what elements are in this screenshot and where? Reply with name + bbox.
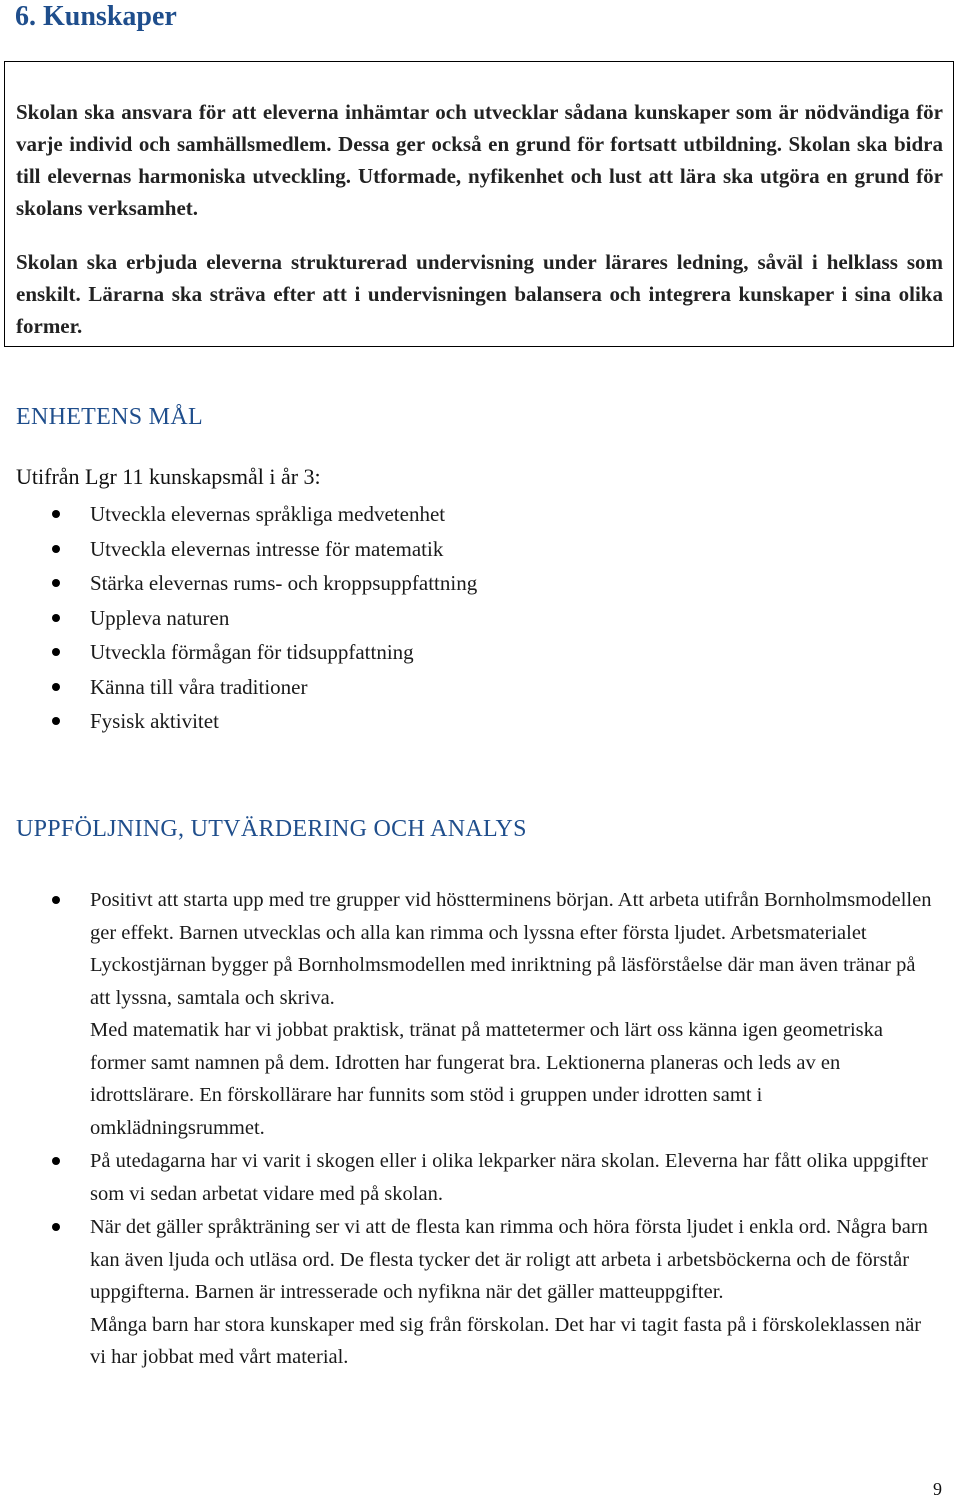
list-item	[0, 532, 960, 567]
bullet-icon	[52, 614, 60, 622]
bullet-icon	[52, 579, 60, 587]
intro-paragraph: Skolan ska ansvara för att eleverna inhämtar och utvecklar sådana kunskaper som är nödvändiga för varje individ och samhällsmedlem. Dessa ger också en grund för fortsatt utbildning. Skolan ska bidra till elevernas harmoniska utveckling. Utformade, nyfikenhet och lust att lära ska utgöra en grund för skolans verksamhet.	[16, 100, 943, 220]
list-item-text: När det gäller språkträning ser vi att de flesta kan rimma och höra första ljudet i enkla ord. Några barn kan även ljuda och utläsa ord. De flesta tycker det är roligt att arbeta i arbetsböckerna och de förstår uppgifterna. Barnen är intresserade och nyfikna när det gäller matteuppgifter.	[90, 1216, 928, 1303]
section-title: 6. Kunskaper	[15, 1, 177, 32]
list-item	[0, 704, 960, 739]
list-item	[0, 670, 960, 705]
list-item	[0, 601, 960, 636]
goals-heading: ENHETENS MÅL	[16, 404, 203, 430]
list-item	[0, 497, 960, 532]
bullet-icon	[52, 717, 60, 725]
list-item-text: Fysisk aktivitet	[90, 709, 219, 733]
bullet-icon	[52, 510, 60, 518]
bullet-icon	[52, 648, 60, 656]
list-item	[0, 635, 960, 670]
list-item-text: Positivt att starta upp med tre grupper vid höstterminens början. Att arbeta utifrån Bornholmsmodellen ger effekt. Barnen utvecklas och alla kan rimma och lyssna efter första ljudet. Arbetsmaterialet Lyckostjärnan bygger på Bornholmsmodellen med inriktning på läsförståelse där man även tränar på att lyssna, samtala och skriva.	[90, 889, 932, 1009]
list-item-text: Med matematik har vi jobbat praktisk, tränat på mattetermer och lärt oss känna igen geometriska former samt namnen på dem. Idrotten har fungerat bra. Lektionerna planeras och leds av en idrottslärare. En förskollärare har funnits som stöd i gruppen under idrotten samt i omklädningsrummet.	[90, 1019, 883, 1139]
list-item	[0, 1211, 960, 1374]
list-item	[0, 1145, 960, 1210]
list-item-text: Många barn har stora kunskaper med sig från förskolan. Det har vi tagit fasta på i förskoleklassen när vi har jobbat med vårt material.	[90, 1313, 922, 1368]
list-item	[0, 884, 960, 1144]
page-number: 9	[933, 1479, 942, 1499]
list-item-text: Uppleva naturen	[90, 605, 230, 630]
bullet-icon	[52, 1223, 60, 1231]
bullet-icon	[52, 1157, 60, 1165]
bullet-icon	[52, 545, 60, 553]
followup-list	[0, 884, 960, 1375]
list-item-text: Utveckla förmågan för tidsuppfattning	[90, 640, 414, 664]
list-item	[0, 566, 960, 601]
goals-lead: Utifrån Lgr 11 kunskapsmål i år 3:	[16, 464, 321, 489]
list-item-text: På utedagarna har vi varit i skogen eller i olika lekparker nära skolan. Eleverna har fått olika uppgifter som vi sedan arbetat vidare med på skolan.	[90, 1150, 928, 1205]
list-item-text: Stärka elevernas rums- och kroppsuppfattning	[90, 571, 478, 595]
bullet-icon	[52, 683, 60, 691]
bullet-icon	[52, 896, 60, 904]
list-item-text: Utveckla elevernas språkliga medvetenhet	[90, 502, 446, 526]
intro-box	[4, 61, 954, 347]
intro-paragraph: Skolan ska erbjuda eleverna strukturerad undervisning under lärares ledning, såväl i helklass som enskilt. Lärarna ska sträva efter att i undervisningen balansera och integrera kunskaper i sina olika former.	[16, 250, 943, 338]
list-item-text: Känna till våra traditioner	[90, 674, 308, 699]
list-item-text: Utveckla elevernas intresse för matematik	[90, 536, 444, 561]
goals-list	[0, 497, 960, 739]
followup-heading: UPPFÖLJNING, UTVÄRDERING OCH ANALYS	[16, 816, 527, 842]
